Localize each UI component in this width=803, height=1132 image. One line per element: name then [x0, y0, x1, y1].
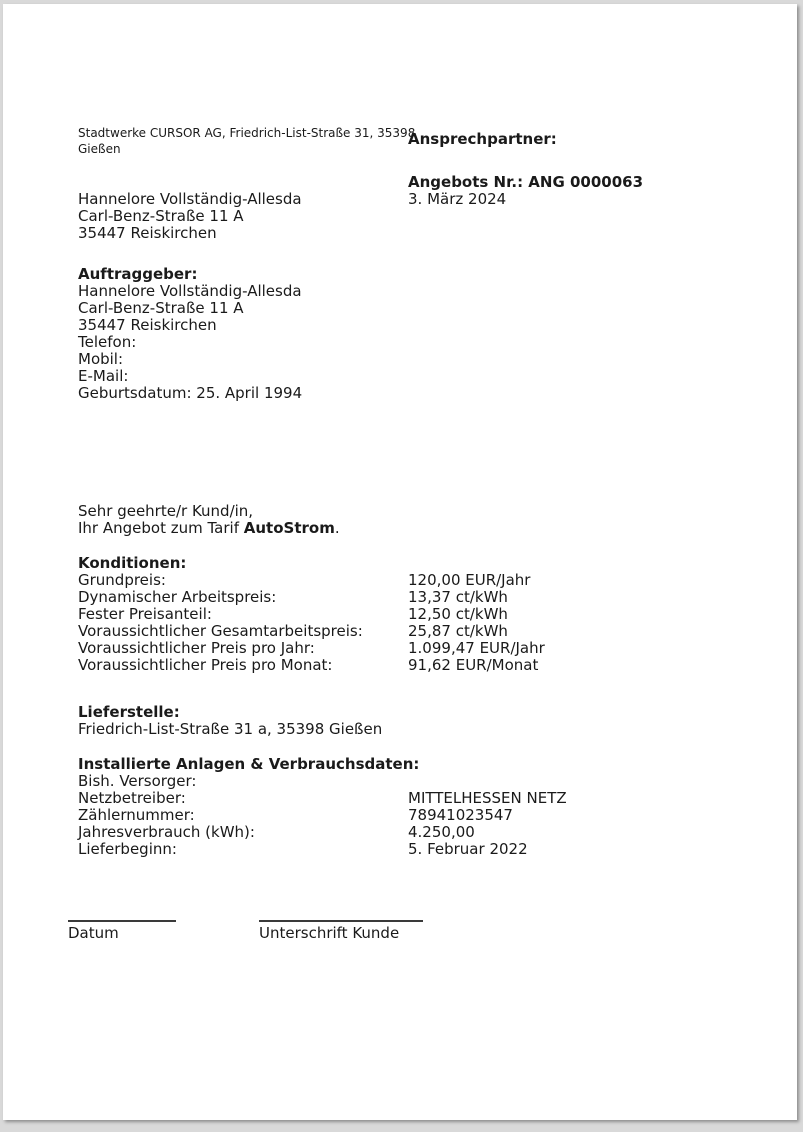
- client-email-label: E-Mail:: [78, 367, 129, 385]
- condition-row: [78, 589, 698, 606]
- delivery-point-address: Friedrich-List-Straße 31 a, 35398 Gießen: [78, 720, 383, 738]
- installations-heading: Installierte Anlagen & Verbrauchsdaten:: [78, 755, 420, 773]
- client-street: Carl-Benz-Straße 11 A: [78, 299, 244, 317]
- installation-label: Lieferbeginn:: [78, 840, 177, 858]
- client-mobile-label: Mobil:: [78, 350, 124, 368]
- client-phone-label: Telefon:: [78, 333, 137, 351]
- signature-date-field: [68, 920, 176, 942]
- offer-header: [408, 174, 643, 208]
- signature-date-line: [68, 920, 176, 922]
- installation-value: [408, 773, 698, 790]
- recipient-name: Hannelore Vollständig-Allesda: [78, 190, 302, 208]
- client-city: 35447 Reiskirchen: [78, 316, 217, 334]
- salutation-block: [78, 503, 340, 537]
- installation-label: Jahresverbrauch (kWh):: [78, 823, 255, 841]
- condition-row: [78, 657, 698, 674]
- condition-value: 25,87 ct/kWh: [408, 622, 508, 640]
- installation-value: 78941023547: [408, 806, 513, 824]
- installation-value: 5. Februar 2022: [408, 840, 528, 858]
- tariff-name: AutoStrom: [243, 519, 335, 537]
- condition-label: Grundpreis:: [78, 571, 166, 589]
- tariff-line-suffix: .: [334, 519, 340, 537]
- delivery-point-heading: Lieferstelle:: [78, 703, 180, 721]
- installations-section: [78, 756, 698, 858]
- client-block: [78, 266, 302, 402]
- sender-address-line: Stadtwerke CURSOR AG, Friedrich-List-Straße 31, 35398 Gießen: [78, 126, 416, 156]
- signature-date-label: Datum: [68, 924, 119, 942]
- offer-date: 3. März 2024: [408, 190, 507, 208]
- installation-label: Netzbetreiber:: [78, 789, 186, 807]
- contact-person-heading: Ansprechpartner:: [408, 130, 557, 148]
- recipient-city: 35447 Reiskirchen: [78, 224, 217, 242]
- condition-row: [78, 572, 698, 589]
- condition-label: Voraussichtlicher Preis pro Jahr:: [78, 639, 315, 657]
- condition-value: 120,00 EUR/Jahr: [408, 571, 531, 589]
- installation-value: MITTELHESSEN NETZ: [408, 789, 567, 807]
- installation-row: [78, 824, 698, 841]
- client-name: Hannelore Vollständig-Allesda: [78, 282, 302, 300]
- conditions-heading: Konditionen:: [78, 554, 187, 572]
- condition-value: 12,50 ct/kWh: [408, 605, 508, 623]
- condition-row: [78, 640, 698, 657]
- document-page: [3, 4, 797, 1120]
- condition-label: Voraussichtlicher Preis pro Monat:: [78, 656, 333, 674]
- recipient-address-block: [78, 191, 302, 242]
- recipient-street: Carl-Benz-Straße 11 A: [78, 207, 244, 225]
- salutation-line: Sehr geehrte/r Kund/in,: [78, 502, 254, 520]
- condition-label: Voraussichtlicher Gesamtarbeitspreis:: [78, 622, 363, 640]
- tariff-line: [78, 520, 340, 537]
- installation-label: Bish. Versorger:: [78, 772, 197, 790]
- condition-label: Fester Preisanteil:: [78, 605, 212, 623]
- condition-label: Dynamischer Arbeitspreis:: [78, 588, 277, 606]
- condition-value: 91,62 EUR/Monat: [408, 656, 539, 674]
- installation-row: [78, 841, 698, 858]
- condition-value: 13,37 ct/kWh: [408, 588, 508, 606]
- installation-row: [78, 790, 698, 807]
- client-birthdate: Geburtsdatum: 25. April 1994: [78, 384, 303, 402]
- delivery-point-section: [78, 704, 382, 738]
- signature-customer-label: Unterschrift Kunde: [259, 924, 400, 942]
- offer-number: Angebots Nr.: ANG 0000063: [408, 173, 644, 191]
- client-heading: Auftraggeber:: [78, 265, 198, 283]
- conditions-section: [78, 555, 698, 674]
- condition-row: [78, 606, 698, 623]
- tariff-line-prefix: Ihr Angebot zum Tarif: [78, 519, 244, 537]
- condition-row: [78, 623, 698, 640]
- installation-row: [78, 773, 698, 790]
- signature-customer-field: [259, 920, 423, 942]
- signature-customer-line: [259, 920, 423, 922]
- installation-label: Zählernummer:: [78, 806, 195, 824]
- installation-row: [78, 807, 698, 824]
- installation-value: 4.250,00: [408, 823, 475, 841]
- condition-value: 1.099,47 EUR/Jahr: [408, 639, 545, 657]
